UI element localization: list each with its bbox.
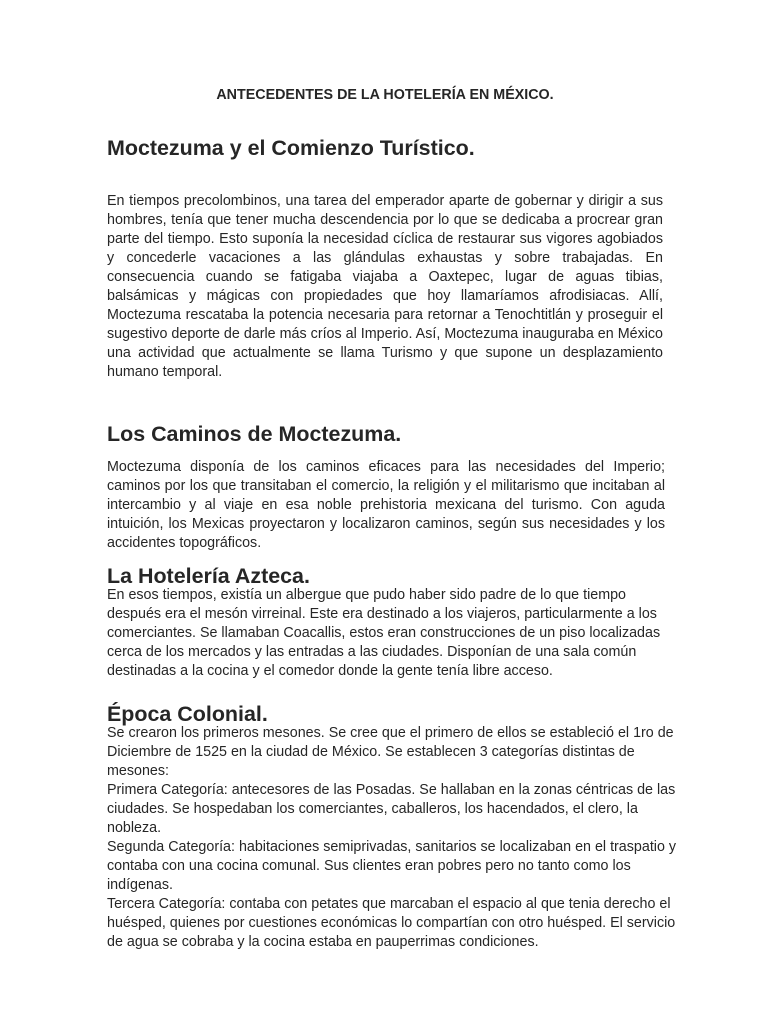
- paragraph-line: comerciantes. Se llamaban Coacallis, estos eran construcciones de un piso localizadas: [107, 625, 661, 641]
- paragraph-line: nobleza.: [107, 820, 162, 836]
- document-title: ANTECEDENTES DE LA HOTELERÍA EN MÉXICO.: [216, 87, 554, 103]
- section-heading-epoca-colonial: Época Colonial.: [107, 702, 268, 726]
- section-paragraph-hoteleria-azteca: [107, 586, 663, 681]
- paragraph-line: Tercera Categoría: contaba con petates que marcaban el espacio al que tenia derecho el: [107, 896, 671, 912]
- paragraph-line: mesones:: [107, 763, 169, 779]
- paragraph-line: destinadas a la cocina y el comedor donde la gente tenía libre acceso.: [107, 663, 553, 679]
- document-body: [107, 86, 677, 952]
- paragraph-line: después era el mesón virreinal. Este era destinado a los viajeros, particularmente a los: [107, 606, 657, 622]
- section-heading-hoteleria-azteca: La Hotelería Azteca.: [107, 564, 310, 588]
- paragraph-line: de agua se cobraba y la cocina estaba en pauperrimas condiciones.: [107, 934, 539, 950]
- section-heading-moctezuma-turismo: Moctezuma y el Comienzo Turístico.: [107, 136, 475, 160]
- paragraph-line: En esos tiempos, existía un albergue que pudo haber sido padre de lo que tiempo: [107, 587, 627, 603]
- paragraph-line: cerca de los mercados y las entradas a las ciudades. Disponían de una sala común: [107, 644, 637, 660]
- paragraph-line: Se crearon los primeros mesones. Se cree que el primero de ellos se estableció el 1ro de: [107, 725, 674, 741]
- paragraph-line: contaba con una cocina comunal. Sus clientes eran pobres pero no tanto como los: [107, 858, 631, 874]
- paragraph-line: Diciembre de 1525 en la ciudad de México. Se establecen 3 categorías distintas de: [107, 744, 635, 760]
- section-paragraph-moctezuma-turismo: En tiempos precolombinos, una tarea del emperador aparte de gobernar y dirigir a sus hombres, tenía que tener mucha descendencia por lo que se dedicaba a procrear gran parte del tiempo. Esto suponía la necesidad cíclica de restaurar sus vigores agobiados y concederle vacaciones a las glándulas exhaustas y sobre trabajadas. En consecuencia cuando se fatigaba viajaba a Oaxtepec, lugar de aguas tibias, balsámicas y mágicas con propiedades que hoy llamaríamos afrodisiacas. Allí, Moctezuma rescataba la potencia necesaria para retornar a Tenochtitlán y proseguir el sugestivo deporte de darle más críos al Imperio. Así, Moctezuma inauguraba en México una actividad que actualmente se llama Turismo y que supone un desplazamiento humano temporal.: [107, 193, 663, 380]
- paragraph-line: ciudades. Se hospedaban los comerciantes, caballeros, los hacendados, el clero, la: [107, 801, 638, 817]
- section-paragraph-epoca-colonial: [107, 724, 677, 952]
- paragraph-line: Primera Categoría: antecesores de las Posadas. Se hallaban en la zonas céntricas de las: [107, 782, 676, 798]
- section-heading-caminos: Los Caminos de Moctezuma.: [107, 422, 402, 446]
- paragraph-line: huésped, quienes por cuestiones económicas lo compartían con otro huésped. El servicio: [107, 915, 676, 931]
- paragraph-line: indígenas.: [107, 877, 173, 893]
- section-paragraph-caminos: Moctezuma disponía de los caminos eficaces para las necesidades del Imperio; caminos por los que transitaban el comercio, la religión y el militarismo que incitaban al intercambio y al viaje en esa noble prehistoria mexicana del turismo. Con aguda intuición, los Mexicas proyectaron y localizaron caminos, según sus necesidades y los accidentes topográficos.: [107, 459, 665, 551]
- paragraph-line: Segunda Categoría: habitaciones semiprivadas, sanitarios se localizaban en el traspatio y: [107, 839, 677, 855]
